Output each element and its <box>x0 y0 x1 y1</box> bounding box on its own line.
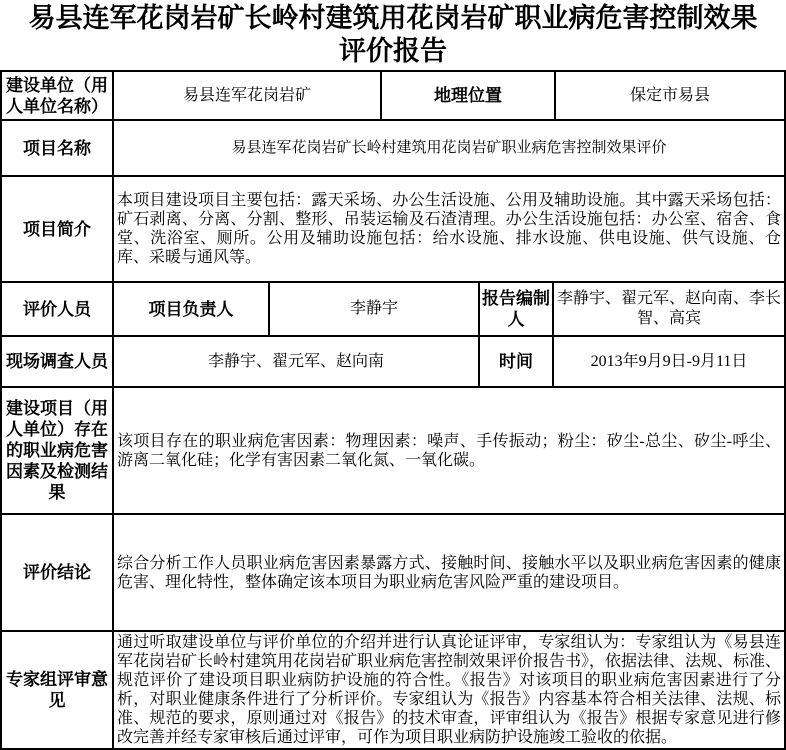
value-time: 2013年9月9日-9月11日 <box>554 337 786 388</box>
hazard-factors-text: 该项目存在的职业病危害因素：物理因素：噪声、手传振动；粉尘：矽尘-总尘、矽尘-呼尘、游离二氧化硅；化学有害因素二氧化氮、一氧化碳。 <box>117 432 781 469</box>
table-row-conclusion <box>2 515 786 632</box>
project-intro-text: 本项目建设项目主要包括：露天采场、办公生活设施、公用及辅助设施。其中露天采场包括：矿石剥离、分离、分割、整形、吊装运输及石渣清理。办公生活设施包括：办公室、宿舍、食堂、洗浴室、厕所。公用及辅助设施包括：给水设施、排水设施、供电设施、供气设施、仓库、采暖与通风等。 <box>117 192 781 266</box>
label-project-leader: 项目负责人 <box>114 283 270 337</box>
label-project-intro: 项目简介 <box>2 177 114 283</box>
label-project-name: 项目名称 <box>2 121 114 177</box>
table-row-construction-unit <box>2 72 786 121</box>
value-hazard-factors <box>114 388 786 515</box>
value-evaluation-conclusion <box>114 515 786 632</box>
value-project-leader: 李静宇 <box>270 283 480 337</box>
value-project-name: 易县连军花岗岩矿长岭村建筑用花岗岩矿职业病危害控制效果评价 <box>114 121 786 177</box>
label-hazard-factors: 建设项目（用人单位）存在的职业病危害因素及检测结果 <box>2 388 114 515</box>
table-row-site-survey <box>2 337 786 388</box>
value-construction-unit: 易县连军花岗岩矿 <box>114 72 382 121</box>
label-time: 时间 <box>480 337 554 388</box>
value-expert-review <box>114 632 786 750</box>
label-evaluation-staff: 评价人员 <box>2 283 114 337</box>
expert-review-text: 通过听取建设单位与评价单位的介绍并进行认真论证评审，专家组认为：专家组认为《易县连军花岗岩矿长岭村建筑用花岗岩矿职业病危害控制效果评价报告书》，依据法律、法规、标准、规范评价了建设项目职业病防护设施的符合性。《报告》对该项目的职业病危害因素进行了分析，对职业健康条件进行了分析评价。专家组认为《报告》内容基本符合相关法律、法规、标准、规范的要求，原则通过对《报告》的技术审查，评审组认为《报告》根据专家意见进行修改完善并经专家审核后通过评审，可作为项目职业病防护设施竣工验收的依据。 <box>117 634 782 746</box>
report-title-line1: 易县连军花岗岩矿长岭村建筑用花岗岩矿职业病危害控制效果 <box>28 3 758 33</box>
value-project-intro <box>114 177 786 283</box>
table-row-hazard-factors <box>2 388 786 515</box>
value-report-writers: 李静宇、翟元军、赵向南、李长智、高宾 <box>554 283 786 337</box>
report-title-line2: 评价报告 <box>339 36 447 66</box>
table-row-project-intro <box>2 177 786 283</box>
table-row-project-name <box>2 121 786 177</box>
report-title <box>0 0 786 70</box>
label-site-survey-staff: 现场调查人员 <box>2 337 114 388</box>
label-report-writers: 报告编制人 <box>480 283 554 337</box>
label-location: 地理位置 <box>382 72 556 121</box>
table-row-evaluation-staff <box>2 283 786 337</box>
value-site-survey-staff: 李静宇、翟元军、赵向南 <box>114 337 480 388</box>
conclusion-text: 综合分析工作人员职业病危害因素暴露方式、接触时间、接触水平以及职业病危害因素的健康危害、理化特性，整体确定该本项目为职业病危害风险严重的建设项目。 <box>117 554 781 591</box>
value-location: 保定市易县 <box>556 72 786 121</box>
label-evaluation-conclusion: 评价结论 <box>2 515 114 632</box>
label-expert-review: 专家组评审意见 <box>2 632 114 750</box>
table-row-expert-review <box>2 632 786 750</box>
label-construction-unit: 建设单位（用人单位名称） <box>2 72 114 121</box>
report-table <box>0 70 786 750</box>
